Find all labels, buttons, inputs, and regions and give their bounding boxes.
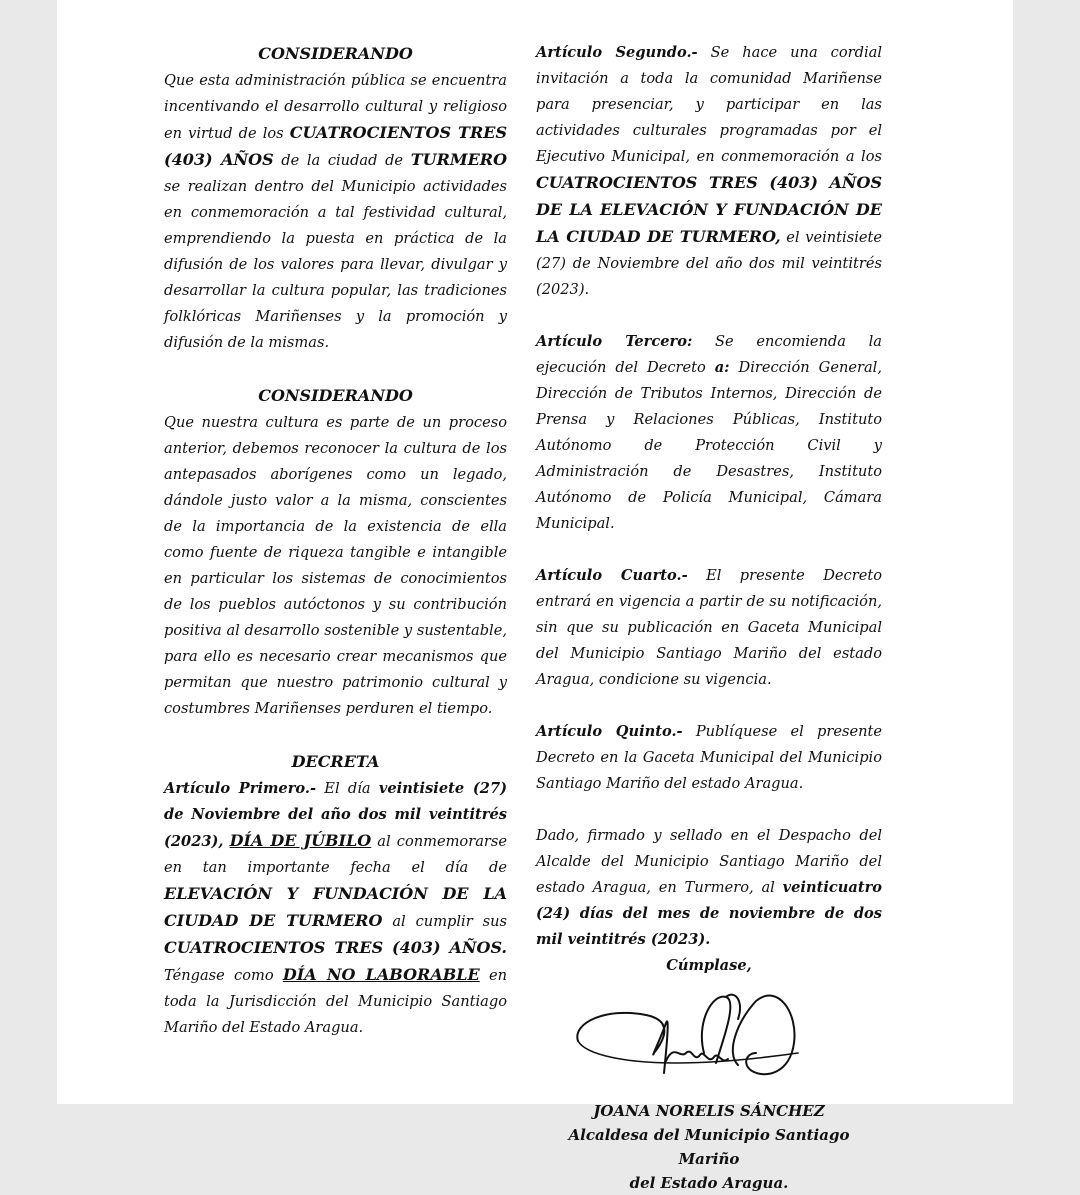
handwritten-signature — [566, 983, 806, 1107]
articulo-primero: Artículo Primero.- El día veintisiete (27) de Noviembre del año dos mil veintitrés (2023), DÍA DE JÚBILO al conmemorarse en tan importante fecha el día de ELEVACIÓN Y FUNDACIÓN DE LA CIUDAD DE TURMERO al cumplir sus CUATROCIENTOS TRES (403) AÑOS. Téngase como DÍA NO LABORABLE en toda la Jurisdicción del Municipio Santiago Mariño del Estado Aragua. — [164, 780, 508, 1036]
articulo-cuarto-label: Artículo Cuarto.- — [536, 567, 688, 584]
signer-title-line-1: Alcaldesa del Municipio Santiago Mariño — [568, 1126, 850, 1168]
articulo-segundo: Artículo Segundo.- Se hace una cordial invitación a toda la comunidad Mariñense para presenciar, y participar en las actividades culturales programadas por el Ejecutivo Municipal, en conmemoración a los CUATROCIENTOS TRES (403) AÑOS DE LA ELEVACIÓN Y FUNDACIÓN DE LA CIUDAD DE TURMERO, el veintisiete (27) de Noviembre del año dos mil veintitrés (2023). — [536, 44, 882, 298]
right-column — [536, 40, 882, 1195]
considerando-heading-1: CONSIDERANDO — [258, 44, 413, 63]
articulo-tercero-label: Artículo Tercero: — [536, 333, 693, 350]
articulo-segundo-label: Artículo Segundo.- — [536, 44, 698, 61]
dia-no-laborable: DÍA NO LABORABLE — [282, 965, 480, 984]
decreta-heading: DECRETA — [291, 752, 380, 771]
articulo-quinto: Artículo Quinto.- Publíquese el presente Decreto en la Gaceta Municipal del Municipio Santiago Mariño del estado Aragua. — [536, 723, 882, 792]
document-page — [57, 0, 1013, 1192]
considerando-paragraph-1: Que esta administración pública se encuentra incentivando el desarrollo cultural y religioso en virtud de los CUATROCIENTOS TRES (403) AÑOS de la ciudad de TURMERO se realizan dentro del Municipio actividades en conmemoración a tal festividad cultural, emprendiendo la puesta en práctica de la difusión de los valores para llevar, divulgar y desarrollar la cultura popular, las tradiciones folklóricas Mariñenses y la promoción y difusión de la mismas. — [164, 72, 507, 351]
cumplase: Cúmplase, — [666, 957, 752, 974]
dia-de-jubilo: DÍA DE JÚBILO — [229, 831, 372, 850]
articulo-tercero: Artículo Tercero: Se encomienda la ejecución del Decreto a: Dirección General, Dirección de Tributos Internos, Dirección de Prensa y Relaciones Públicas, Instituto Autónomo de Protección Civil y Administración de Desastres, Instituto Autónomo de Policía Municipal, Cámara Municipal. — [536, 333, 882, 532]
dado-firmado-paragraph: Dado, firmado y sellado en el Despacho del Alcalde del Municipio Santiago Mariño del estado Aragua, en Turmero, al veinticuatro (24) días del mes de noviembre de dos mil veintitrés (2023). — [536, 827, 882, 948]
considerando-heading-2: CONSIDERANDO — [258, 386, 413, 405]
left-column — [164, 40, 507, 1041]
articulo-primero-label: Artículo Primero.- — [164, 780, 317, 797]
signer-title-line-2: del Estado Aragua. — [629, 1174, 789, 1192]
articulo-cuarto: Artículo Cuarto.- El presente Decreto entrará en vigencia a partir de su notificación, sin que su publicación en Gaceta Municipal del Municipio Santiago Mariño del estado Aragua, condicione su vigencia. — [536, 567, 882, 688]
signature-block — [536, 979, 882, 1099]
considerando-paragraph-2: Que nuestra cultura es parte de un proceso anterior, debemos reconocer la cultura de los antepasados aborígenes como un legado, dándole justo valor a la misma, conscientes de la importancia de la existencia de ella como fuente de riqueza tangible e intangible en particular los sistemas de conocimientos de los pueblos autóctonos y su contribución positiva al desarrollo sostenible y sustentable, para ello es necesario crear mecanismos que permitan que nuestro patrimonio cultural y costumbres Mariñenses perduren el tiempo. — [164, 414, 507, 717]
signer-name: JOANA NORELIS SÁNCHEZ — [593, 1102, 825, 1120]
articulo-quinto-label: Artículo Quinto.- — [536, 723, 683, 740]
